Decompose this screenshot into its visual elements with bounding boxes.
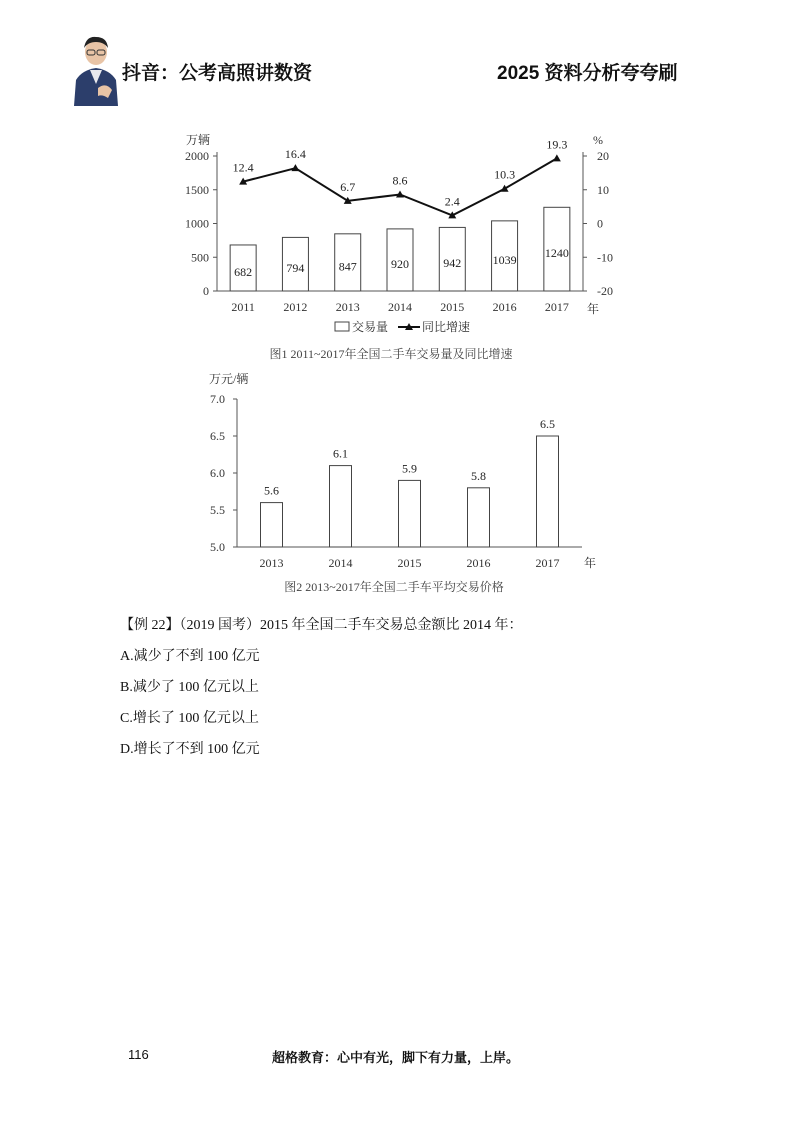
legend-label-volume: 交易量 [352,320,389,334]
chart-trade-volume [0,128,800,368]
x-tick-label: 2011 [231,300,255,314]
x-tick-label: 2016 [466,556,491,570]
chart-average-price [0,372,800,602]
x-tick-label: 2013 [259,556,284,570]
bar-label-volume: 847 [338,259,357,274]
x-tick-label: 2014 [388,300,412,314]
bar-price [330,466,352,547]
bar-price [468,488,490,547]
bar-label-price: 6.5 [540,417,555,431]
x-tick-label: 2015 [397,556,422,570]
y-tick-label-left: 2000 [185,149,209,163]
bar-label-volume: 794 [286,261,305,276]
bar-label-price: 5.8 [471,468,486,483]
point-label-growth: 2.4 [444,194,460,209]
bar-label-volume: 942 [443,256,462,271]
point-label-growth: 12.4 [232,160,254,175]
x-axis-label: 年 [584,556,597,570]
x-tick-label: 2013 [335,300,360,314]
x-axis-label: 年 [587,302,600,316]
bar-price [537,436,559,547]
chart-title: 图2 2013~2017年全国二手车平均交易价格 [284,580,504,594]
option-d[interactable]: D.增长了不到 100 亿元 [120,742,260,757]
bar-label-price: 5.9 [402,461,417,476]
bar-price [261,503,283,547]
y-tick-label-right: -20 [597,284,613,298]
y-tick-label: 6.0 [210,466,225,480]
y-tick-label-left: 0 [203,284,209,298]
header-left-title: 抖音：公考高照讲数资 [122,63,313,84]
y-tick-label: 5.0 [210,540,225,554]
question-stem: 【例 22】（2019 国考）2015 年全国二手车交易总金额比 2014 年： [120,618,523,633]
chart-title: 图1 2011~2017年全国二手车交易量及同比增速 [269,347,513,361]
point-label-growth: 8.6 [392,173,408,188]
point-growth [553,154,561,161]
y-tick-label: 5.5 [210,503,225,517]
y-tick-label: 7.0 [210,392,225,406]
point-label-growth: 6.7 [340,179,356,194]
point-label-growth: 19.3 [546,137,568,152]
y-tick-label-right: -10 [597,250,613,265]
bar-label-volume: 1039 [492,252,517,267]
x-tick-label: 2014 [328,556,353,570]
legend-swatch-volume [335,322,349,331]
header-right-title: 2025 资料分析夸夸刷 [497,63,678,84]
y-tick-label-left: 1000 [185,216,209,231]
x-tick-label: 2015 [440,300,465,314]
y-tick-label: 6.5 [210,429,225,443]
point-growth [291,164,299,171]
y-axis-label-right: % [593,133,603,147]
x-tick-label: 2016 [492,300,517,314]
y-tick-label-left: 500 [191,250,209,265]
y-axis-label: 万元/辆 [209,372,249,386]
page-header [0,0,800,110]
point-label-growth: 16.4 [284,147,306,162]
x-tick-label: 2017 [535,556,560,570]
y-axis-label-left: 万辆 [186,133,211,147]
bar-price [399,480,421,547]
y-tick-label-right: 0 [597,216,603,231]
footer-slogan: 超格教育：心中有光，脚下有力量，上岸。 [272,1050,520,1065]
option-a[interactable]: A.减少了不到 100 亿元 [120,649,260,664]
page-number: 116 [128,1047,149,1062]
y-tick-label-right: 10 [597,182,609,197]
bar-label-price: 5.6 [264,483,279,498]
bar-label-volume: 1240 [544,246,569,261]
legend-label-growth: 同比增速 [422,320,471,334]
option-c[interactable]: C.增长了 100 亿元以上 [120,711,259,726]
y-tick-label-right: 20 [597,149,609,163]
bar-label-volume: 920 [391,256,409,271]
y-tick-label-left: 1500 [185,182,209,197]
option-b[interactable]: B.减少了 100 亿元以上 [120,680,259,695]
presenter-avatar [68,28,124,106]
x-tick-label: 2012 [283,300,308,314]
x-tick-label: 2017 [544,300,569,314]
bar-label-price: 6.1 [333,446,348,461]
point-label-growth: 10.3 [494,167,516,182]
bar-label-volume: 682 [234,264,253,279]
